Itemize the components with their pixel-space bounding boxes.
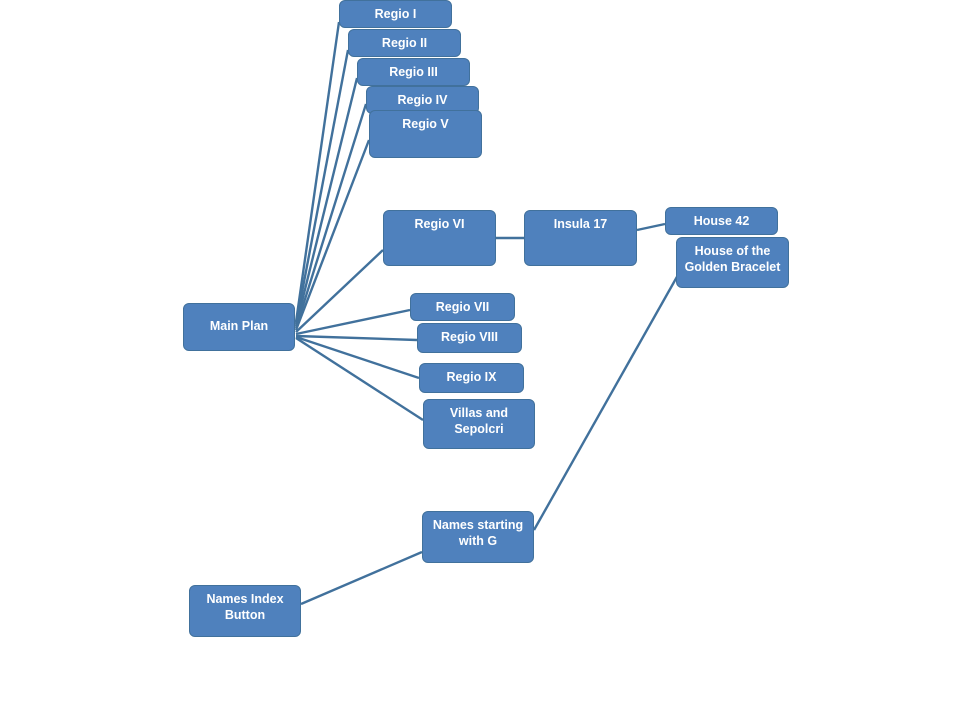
node-label-house42: House 42 xyxy=(693,214,750,228)
node-label-insula17: Insula 17 xyxy=(553,217,608,231)
node-label-namesidx: Names Index Button xyxy=(206,592,284,622)
node-insula17[interactable] xyxy=(524,210,637,266)
node-regio6[interactable] xyxy=(383,210,496,266)
node-label-mainplan: Main Plan xyxy=(209,319,269,334)
node-regio1[interactable] xyxy=(339,0,452,28)
node-house42[interactable] xyxy=(665,207,778,235)
node-label-regio9: Regio IX xyxy=(446,370,497,384)
node-regio8[interactable] xyxy=(417,323,522,353)
node-label-namesg: Names starting with G xyxy=(432,518,524,548)
node-regio3[interactable] xyxy=(357,58,470,86)
node-villas[interactable] xyxy=(423,399,535,449)
node-label-regio7: Regio VII xyxy=(435,300,490,314)
connector-mainplan-to-regio8 xyxy=(296,336,417,340)
node-label-regio1: Regio I xyxy=(374,7,417,21)
connector-mainplan-to-regio5 xyxy=(296,140,369,330)
node-regio2[interactable] xyxy=(348,29,461,57)
node-regio7[interactable] xyxy=(410,293,515,321)
node-label-regio3: Regio III xyxy=(389,65,438,79)
connector-mainplan-to-regio9 xyxy=(296,337,419,378)
node-namesidx[interactable] xyxy=(189,585,301,637)
connector-namesg-to-namesidx xyxy=(301,552,422,604)
node-regio5[interactable] xyxy=(369,110,482,158)
node-label-regio6: Regio VI xyxy=(414,217,465,231)
connector-mainplan-to-regio6 xyxy=(296,250,383,332)
connector-mainplan-to-regio7 xyxy=(296,310,410,334)
node-label-villas: Villas and Sepolcri xyxy=(449,406,509,436)
node-goldenbr[interactable] xyxy=(676,237,789,288)
connector-goldenbr-to-namesg xyxy=(534,275,678,530)
connector-insula17-to-house42 xyxy=(637,224,665,230)
node-label-regio2: Regio II xyxy=(381,36,428,50)
node-mainplan[interactable] xyxy=(183,303,295,351)
node-namesg[interactable] xyxy=(422,511,534,563)
node-label-regio8: Regio VIII xyxy=(441,330,498,344)
node-label-goldenbr: House of the Golden Bracelet xyxy=(684,244,781,274)
node-label-regio4: Regio IV xyxy=(397,93,448,107)
node-regio9[interactable] xyxy=(419,363,524,393)
node-label-regio5: Regio V xyxy=(402,117,449,131)
connector-mainplan-to-villas xyxy=(296,338,423,420)
